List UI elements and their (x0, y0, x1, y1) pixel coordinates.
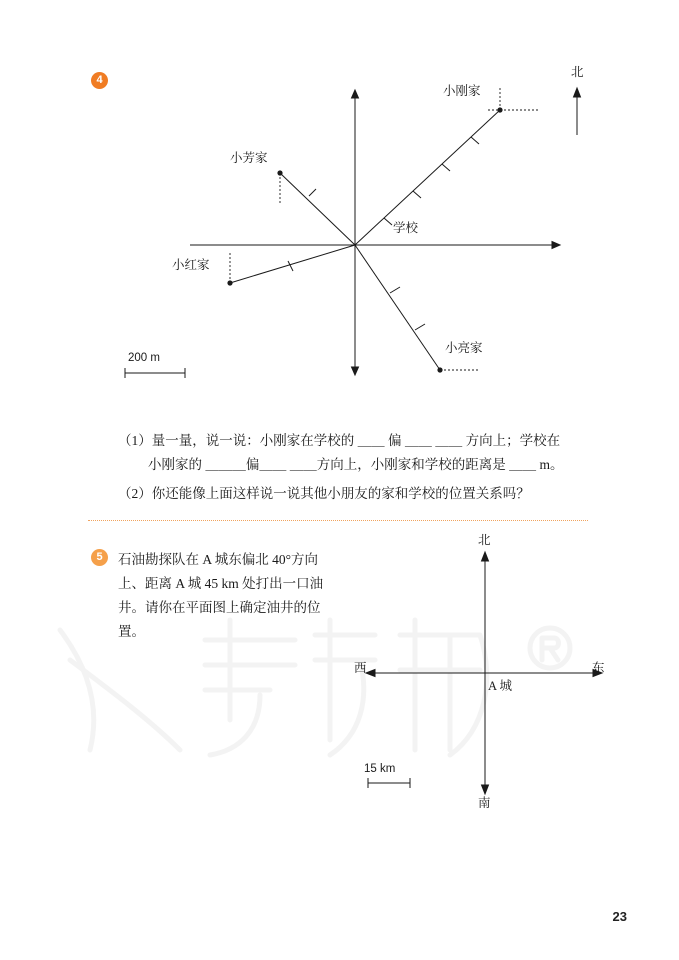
scale-label-4: 200 m (128, 352, 160, 364)
label-xiaogang-house: 小刚家 (443, 84, 481, 98)
scale-bar-5 (368, 778, 410, 788)
page-number: 23 (612, 909, 627, 924)
label-xiaofang-house: 小芳家 (230, 151, 268, 165)
exercise-5-text: 石油勘探队在 A 城东偏北 40°方向上、距离 A 城 45 km 处打出一口油井。请你在平面图上确定油井的位置。 (118, 552, 324, 639)
label-school: 学校 (393, 221, 419, 235)
label-city-a: A 城 (488, 679, 512, 693)
compass-map-svg (340, 538, 620, 818)
exercise-4-question-1-line-2: 小刚家的 ＿＿＿偏＿＿ ＿＿方向上，小刚家和学校的距离是 ＿＿ m。 (148, 457, 564, 472)
label-east-5: 东 (592, 661, 605, 675)
north-arrow (574, 88, 581, 135)
exercise-4-question-1-line-1: （1）量一量，说一说：小刚家在学校的 ＿＿ 偏 ＿＿ ＿＿ 方向上；学校在 (118, 433, 561, 448)
exercise-4-diagram (90, 55, 620, 395)
label-north-4: 北 (571, 65, 584, 79)
label-xiaoliang-house: 小亮家 (445, 341, 483, 355)
label-west-5: 西 (354, 661, 367, 675)
scale-label-5: 15 km (364, 763, 396, 775)
label-south-5: 南 (478, 796, 491, 810)
exercise-5-diagram (340, 533, 620, 818)
scale-bar-4 (125, 368, 185, 378)
exercise-4-question-2: （2）你还能像上面这样说一说其他小朋友的家和学校的位置关系吗？ (118, 486, 530, 501)
exercise-5-number: 5 (91, 549, 108, 566)
exercise-4-number: 4 (91, 72, 108, 89)
direction-map-svg (90, 55, 620, 395)
label-xiaohong-house: 小红家 (172, 258, 210, 272)
label-north-5: 北 (478, 533, 491, 547)
section-divider (88, 520, 588, 521)
